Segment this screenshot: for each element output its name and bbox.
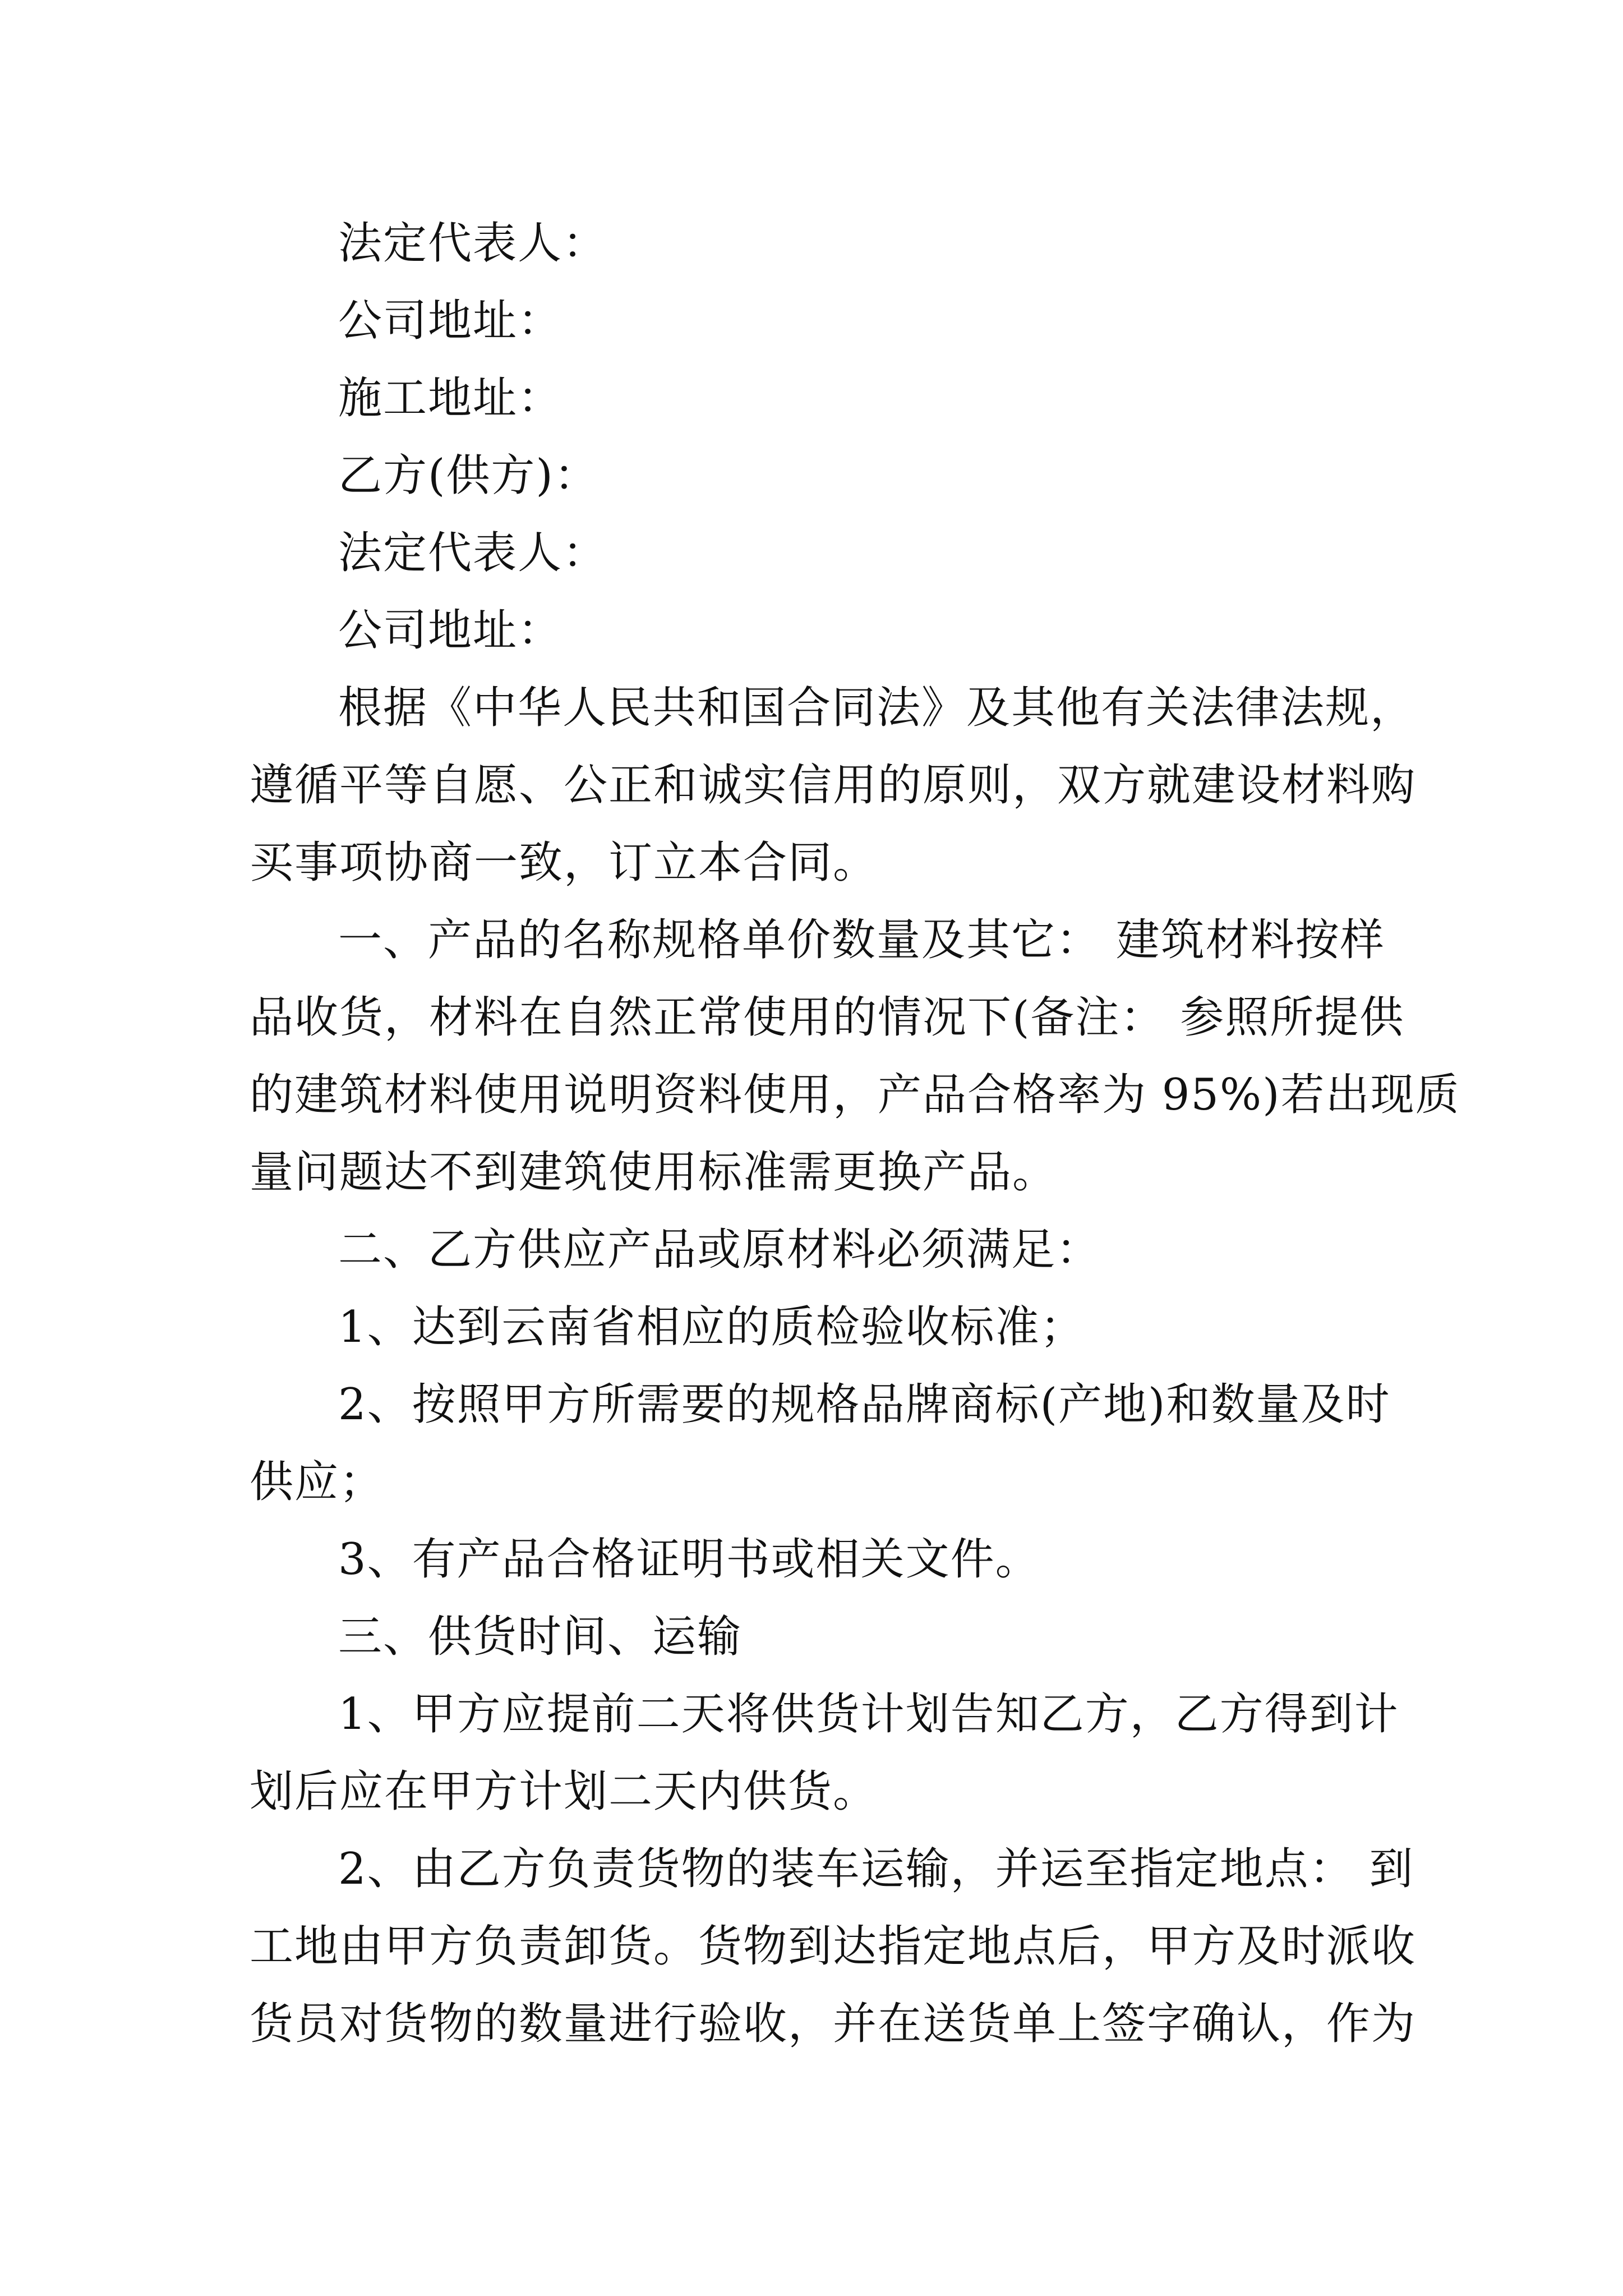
clause-2-1: 1、达到云南省相应的质检验收标准； [338, 1302, 1085, 1352]
section-two-heading: 二、乙方供应产品或原材料必须满足： [338, 1225, 1101, 1275]
paragraph-line: 遵循平等自愿、公正和诚实信用的原则，双方就建设材料购 [250, 760, 1417, 811]
paragraph-line: 量问题达不到建筑使用标准需更换产品。 [250, 1147, 1058, 1198]
legal-representative-b: 法定代表人： [338, 528, 608, 578]
paragraph-line: 2、由乙方负责货物的装车运输，并运至指定地点： 到 [338, 1844, 1414, 1894]
paragraph-line: 2、按照甲方所需要的规格品牌商标(产地)和数量及时 [338, 1379, 1391, 1430]
clause-2-2 [250, 1366, 1394, 1521]
paragraph-line: 供应； [250, 1457, 385, 1507]
paragraph-line: 买事项协商一致，订立本合同。 [250, 838, 878, 888]
clause-3-1 [250, 1676, 1399, 1830]
preamble-paragraph [250, 669, 1417, 901]
legal-representative-a: 法定代表人： [338, 218, 608, 269]
clause-2-3: 3、有产品合格证明书或相关文件。 [338, 1534, 1040, 1585]
paragraph-line: 划后应在甲方计划二天内供货。 [250, 1766, 878, 1817]
paragraph-line: 一、产品的名称规格单价数量及其它： 建筑材料按样 [338, 915, 1385, 965]
section-one-paragraph [250, 901, 1460, 1211]
company-address-a: 公司地址： [338, 296, 563, 346]
paragraph-line: 货员对货物的数量进行验收，并在送货单上签字确认，作为 [250, 1999, 1417, 2049]
party-b-supplier: 乙方(供方)： [338, 450, 599, 501]
clause-3-2 [250, 1830, 1417, 2063]
construction-address: 施工地址： [338, 373, 563, 424]
paragraph-line: 的建筑材料使用说明资料使用，产品合格率为 95%)若出现质 [250, 1070, 1460, 1120]
company-address-b: 公司地址： [338, 605, 563, 656]
paragraph-line: 工地由甲方负责卸货。货物到达指定地点后，甲方及时派收 [250, 1921, 1417, 1972]
document-body [250, 205, 1460, 2063]
paragraph-line: 品收货，材料在自然正常使用的情况下(备注： 参照所提供 [250, 992, 1405, 1043]
paragraph-line: 根据《中华人民共和国合同法》及其他有关法律法规， [338, 683, 1415, 733]
section-three-heading: 三、供货时间、运输 [338, 1612, 743, 1662]
paragraph-line: 1、甲方应提前二天将供货计划告知乙方，乙方得到计 [338, 1689, 1399, 1740]
